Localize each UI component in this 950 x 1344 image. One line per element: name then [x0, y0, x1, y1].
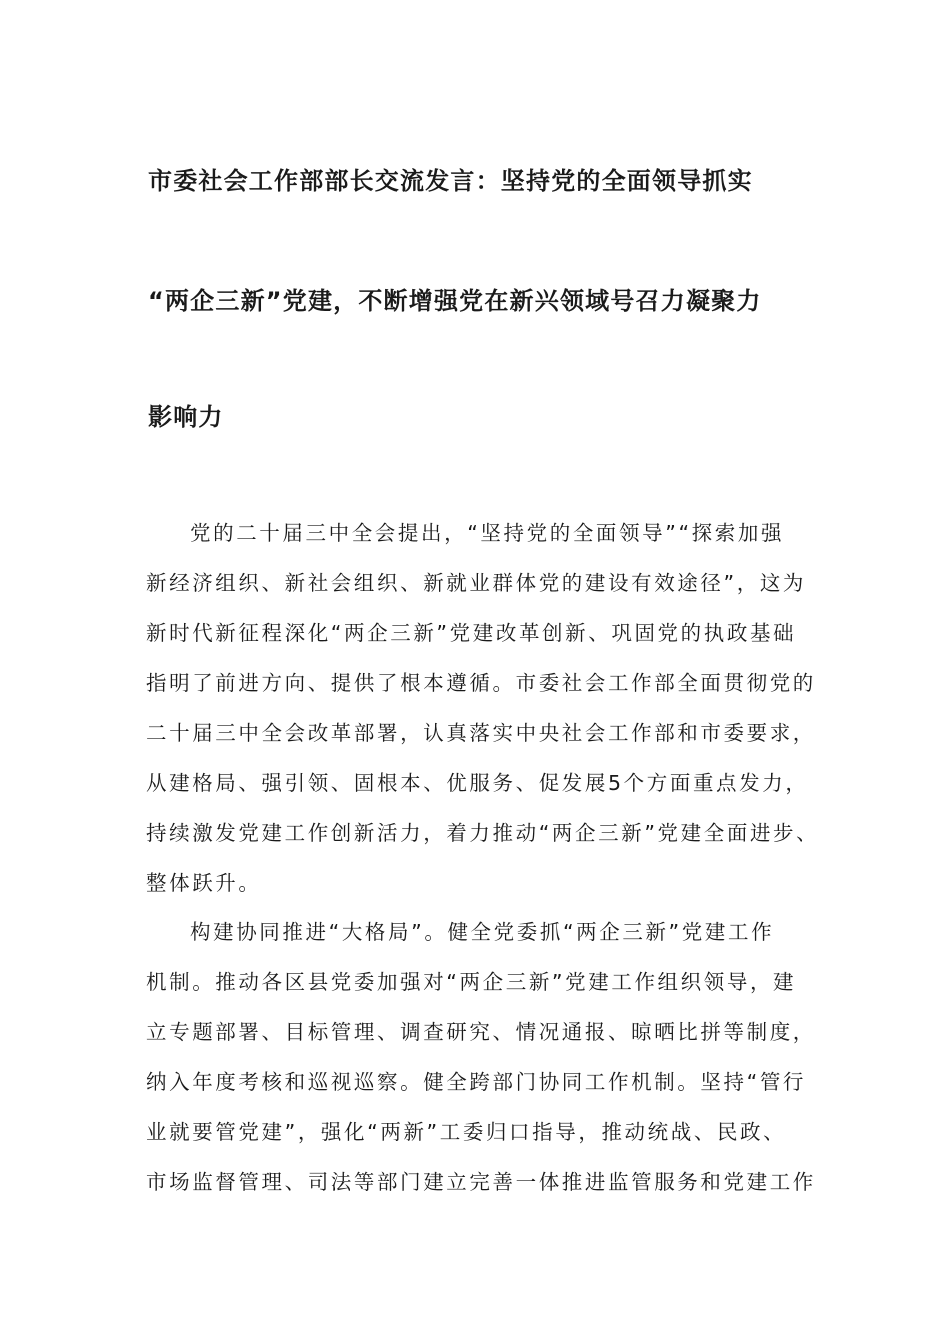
paragraph-1-line-6: 从建格局、强引领、固根本、优服务、促发展5个方面重点发力， [146, 771, 809, 795]
paragraph-1-line-8: 整体跃升。 [146, 871, 262, 895]
document-title-line-1: 市委社会工作部部长交流发言：坚持党的全面领导抓实 [148, 167, 753, 195]
paragraph-2-line-6: 市场监督管理、司法等部门建立完善一体推进监管服务和党建工作 [146, 1170, 816, 1194]
paragraph-1-line-1: 党的二十届三中全会提出，“坚持党的全面领导”“探索加强 [190, 521, 785, 545]
paragraph-1-line-2: 新经济组织、新社会组织、新就业群体党的建设有效途径”，这为 [146, 571, 807, 595]
document-title-line-2: “两企三新”党建，不断增强党在新兴领域号召力凝聚力 [148, 287, 762, 315]
paragraph-1-line-7: 持续激发党建工作创新活力，着力推动“两企三新”党建全面进步、 [146, 821, 820, 845]
paragraph-2-line-2: 机制。推动各区县党委加强对“两企三新”党建工作组织领导，建 [146, 970, 797, 994]
paragraph-1-line-3: 新时代新征程深化“两企三新”党建改革创新、巩固党的执政基础 [146, 621, 797, 645]
paragraph-1-line-5: 二十届三中全会改革部署，认真落实中央社会工作部和市委要求， [146, 721, 816, 745]
paragraph-2-line-4: 纳入年度考核和巡视巡察。健全跨部门协同工作机制。坚持“管行 [146, 1070, 807, 1094]
paragraph-2-line-1: 构建协同推进“大格局”。健全党委抓“两企三新”党建工作 [190, 920, 775, 944]
paragraph-2-line-5: 业就要管党建”，强化“两新”工委归口指导，推动统战、民政、 [146, 1120, 787, 1144]
paragraph-1-line-4: 指明了前进方向、提供了根本遵循。市委社会工作部全面贯彻党的 [146, 671, 816, 695]
paragraph-2-line-3: 立专题部署、目标管理、调查研究、情况通报、晾晒比拼等制度， [146, 1020, 816, 1044]
document-title-line-3: 影响力 [148, 403, 224, 431]
